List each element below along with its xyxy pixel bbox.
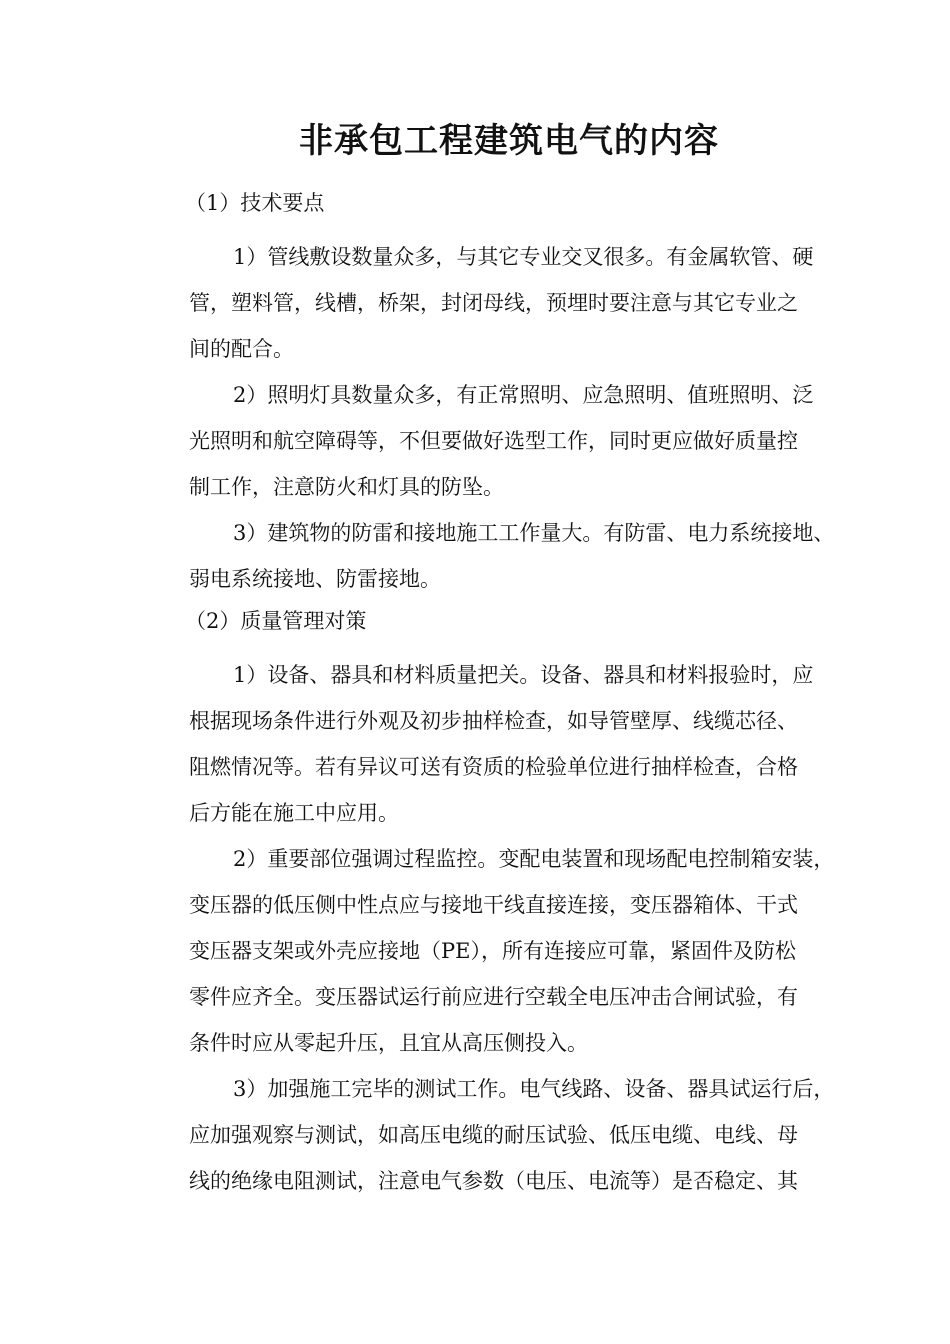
paragraph-line: 制工作，注意防火和灯具的防坠。 — [189, 475, 504, 499]
paragraph-line: 零件应齐全。变压器试运行前应进行空载全电压冲击合闸试验，有 — [189, 985, 798, 1009]
paragraph-line: 3）加强施工完毕的测试工作。电气线路、设备、器具试运行后， — [233, 1077, 835, 1101]
paragraph-line: 光照明和航空障碍等，不但要做好选型工作，同时更应做好质量控 — [189, 429, 798, 453]
section-heading-technical-points: （1）技术要点 — [185, 191, 325, 215]
paragraph-line: 应加强观察与测试，如高压电缆的耐压试验、低压电缆、电线、母 — [189, 1123, 798, 1147]
paragraph-line: 线的绝缘电阻测试，注意电气参数（电压、电流等）是否稳定、其 — [189, 1169, 798, 1193]
document-body — [145, 184, 835, 1204]
document-title: 非承包工程建筑电气的内容 — [299, 121, 719, 161]
paragraph-2-1 — [145, 652, 825, 836]
paragraph-1-1 — [145, 234, 825, 372]
paragraph-line: 间的配合。 — [189, 337, 294, 361]
paragraph-1-2 — [145, 372, 825, 510]
paragraph-line: 3）建筑物的防雷和接地施工工作量大。有防雷、电力系统接地、 — [233, 521, 835, 545]
paragraph-2-2 — [145, 836, 835, 1066]
paragraph-line: 2）照明灯具数量众多，有正常照明、应急照明、值班照明、泛 — [233, 383, 814, 407]
paragraph-line: 弱电系统接地、防雷接地。 — [189, 567, 441, 591]
paragraph-line: 1）设备、器具和材料质量把关。设备、器具和材料报验时，应 — [233, 663, 814, 687]
paragraph-line: 变压器支架或外壳应接地（PE），所有连接应可靠，紧固件及防松 — [189, 939, 796, 963]
paragraph-line: 变压器的低压侧中性点应与接地干线直接连接，变压器箱体、干式 — [189, 893, 798, 917]
paragraph-line: 2）重要部位强调过程监控。变配电装置和现场配电控制箱安装， — [233, 847, 835, 871]
section-heading-quality-management: （2）质量管理对策 — [185, 609, 367, 633]
paragraph-line: 根据现场条件进行外观及初步抽样检查，如导管壁厚、线缆芯径、 — [189, 709, 798, 733]
paragraph-line: 后方能在施工中应用。 — [189, 801, 399, 825]
paragraph-1-3 — [145, 510, 835, 602]
paragraph-line: 条件时应从零起升压，且宜从高压侧投入。 — [189, 1031, 588, 1055]
paragraph-line: 1）管线敷设数量众多，与其它专业交叉很多。有金属软管、硬 — [233, 245, 814, 269]
paragraph-2-3 — [145, 1066, 835, 1204]
paragraph-line: 阻燃情况等。若有异议可送有资质的检验单位进行抽样检查，合格 — [189, 755, 798, 779]
paragraph-line: 管，塑料管，线槽，桥架，封闭母线，预埋时要注意与其它专业之 — [189, 291, 798, 315]
